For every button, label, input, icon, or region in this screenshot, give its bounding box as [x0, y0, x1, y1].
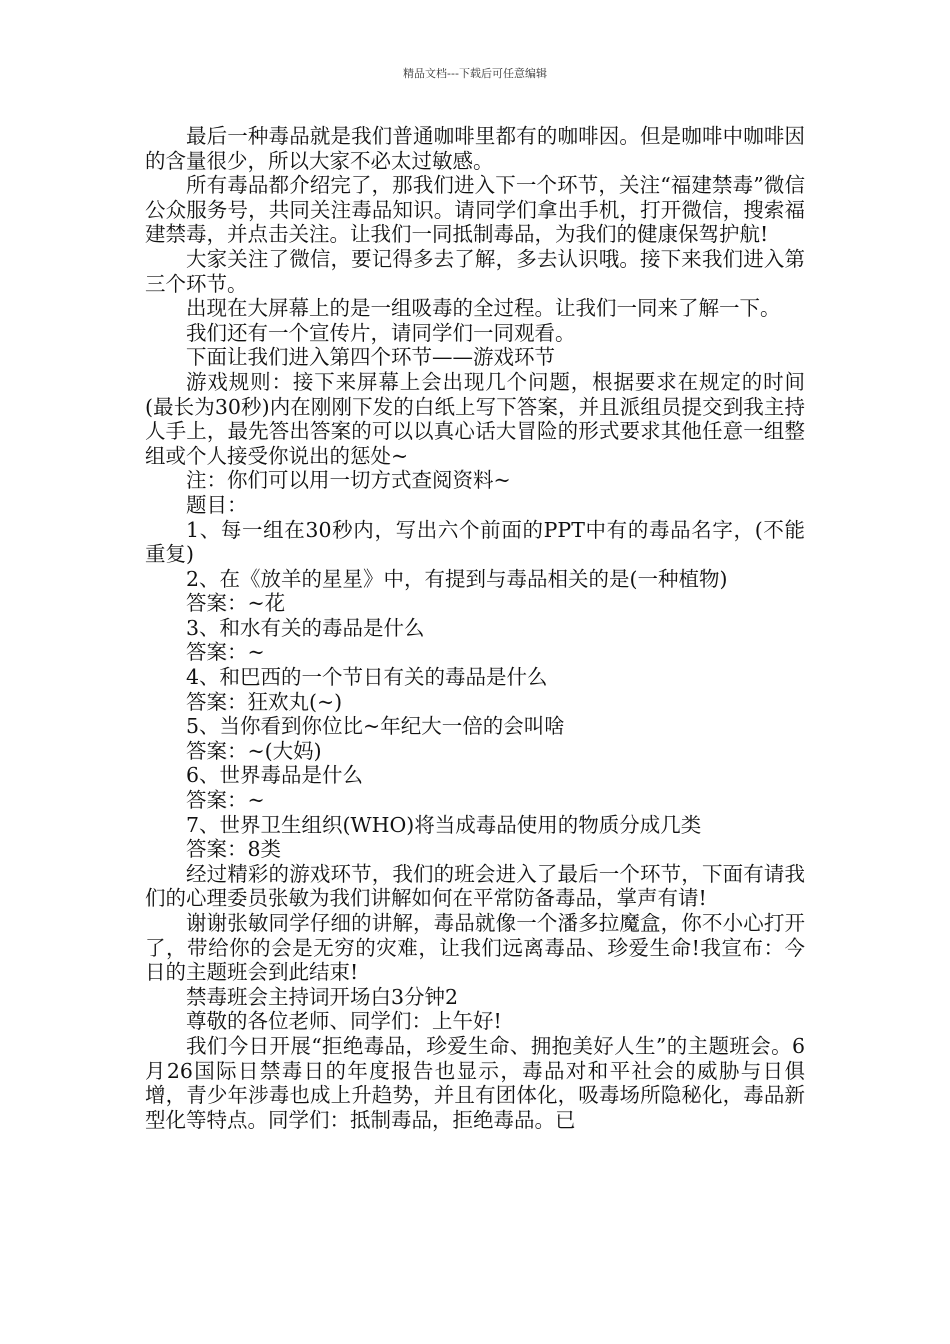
paragraph: 经过精彩的游戏环节，我们的班会进入了最后一个环节，下面有请我们的心理委员张敏为我们讲解如何在平常防备毒品，掌声有请! [145, 861, 805, 911]
paragraph: 7、世界卫生组织(WHO)将当成毒品使用的物质分成几类 [186, 812, 702, 837]
paragraph: 我们今日开展“拒绝毒品，珍爱生命、拥抱美好人生”的主题班会。6月26国际日禁毒日的年度报告也显示，毒品对和平社会的威胁与日俱增，青少年涉毒也成上升趋势，并且有团体化，吸毒场所隐秘化，毒品新型化等特点。同学们：抵制毒品，拒绝毒品。已 [145, 1033, 805, 1132]
paragraph: 6、世界毒品是什么 [186, 763, 364, 788]
paragraph: 答案：~ [186, 640, 265, 665]
paragraph: 4、和巴西的一个节日有关的毒品是什么 [186, 665, 548, 690]
paragraph: 5、当你看到你位比~年纪大一倍的会叫啥 [186, 714, 565, 739]
paragraph: 1、每一组在30秒内，写出六个前面的PPT中有的毒品名字，(不能重复) [145, 517, 805, 567]
paragraph: 大家关注了微信，要记得多去了解，多去认识哦。接下来我们进入第三个环节。 [145, 246, 805, 296]
paragraph: 最后一种毒品就是我们普通咖啡里都有的咖啡因。但是咖啡中咖啡因的含量很少，所以大家不必太过敏感。 [145, 124, 805, 173]
paragraph: 尊敬的各位老师、同学们：上午好! [186, 1009, 502, 1034]
paragraph: 答案：~(大妈) [186, 738, 322, 763]
paragraph: 所有毒品都介绍完了，那我们进入下一个环节，关注“福建禁毒”微信公众服务号，共同关注毒品知识。请同学们拿出手机，打开微信，搜索福建禁毒，并点击关注。让我们一同抵制毒品，为我们的健康保驾护航! [145, 173, 805, 247]
paragraph: 2、在《放羊的星星》中，有提到与毒品相关的是(一种植物) [186, 566, 728, 591]
paragraph: 答案：~ [186, 788, 265, 813]
paragraph: 出现在大屏幕上的是一组吸毒的全过程。让我们一同来了解一下。 [186, 296, 781, 321]
paragraph: 题目： [186, 492, 248, 517]
paragraph: 下面让我们进入第四个环节——游戏环节 [186, 345, 555, 370]
paragraph: 3、和水有关的毒品是什么 [186, 615, 425, 640]
paragraph: 我们还有一个宣传片，请同学们一同观看。 [186, 320, 576, 345]
paragraph: 答案：8类 [186, 837, 282, 862]
document-body [145, 124, 805, 1132]
paragraph: 答案：~花 [186, 591, 286, 616]
paragraph: 答案：狂欢丸(~) [186, 689, 343, 714]
paragraph: 谢谢张敏同学仔细的讲解，毒品就像一个潘多拉魔盒，你不小心打开了，带给你的会是无穷的灾难，让我们远离毒品、珍爱生命!我宣布：今日的主题班会到此结束! [145, 911, 805, 985]
paragraph: 禁毒班会主持词开场白3分钟2 [186, 984, 459, 1009]
page-header: 精品文档---下载后可任意编辑 [403, 67, 547, 80]
paragraph: 注：你们可以用一切方式查阅资料~ [186, 468, 511, 493]
paragraph: 游戏规则：接下来屏幕上会出现几个问题，根据要求在规定的时间(最长为30秒)内在刚刚下发的白纸上写下答案，并且派组员提交到我主持人手上，最先答出答案的可以以真心话大冒险的形式要求其他任意一组整组或个人接受你说出的惩处~ [145, 369, 805, 468]
